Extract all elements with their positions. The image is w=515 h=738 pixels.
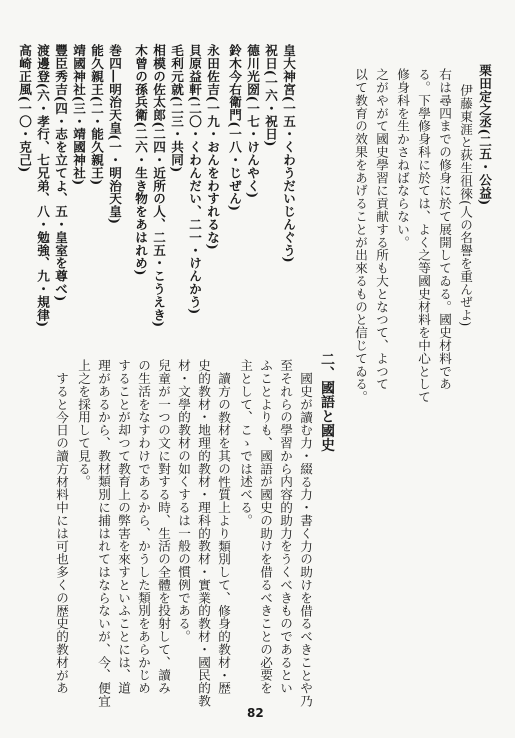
list-item: 皇大神宮(一五・くわうだいじんぐう) bbox=[281, 44, 296, 263]
list-item: 靖國神社(三・靖國神社) bbox=[71, 44, 86, 186]
text-column: 理があるから、教材類別に捕はれてはならないが、今、便宜 bbox=[96, 359, 111, 708]
page-number: 82 bbox=[247, 706, 264, 720]
list-item: 豐臣秀吉(四・志を立てよ、五・皇室を尊べ) bbox=[53, 44, 68, 302]
text-column: 至それらの學習から内容的助力をうくべきものであるとい bbox=[278, 359, 293, 695]
text-column: 國史が讀む力・綴る力・書く力の助けを借るべきことや乃 bbox=[298, 372, 313, 708]
section-heading: 二、國語と國史 bbox=[319, 352, 335, 453]
text-column: ふことよりも、國語が國史の助けを借るべきことの必要を bbox=[258, 359, 273, 695]
text-column: 史的教材・地理的教材・理科的教材・實業的教材・國民的教 bbox=[196, 359, 211, 708]
list-item: 永田佐吉(一九・おんをわすれるな) bbox=[205, 44, 220, 251]
list-item: 能久親王(二・能久親王) bbox=[89, 44, 104, 186]
list-item: 德川光圀(一七・けんやく) bbox=[245, 44, 260, 199]
text-column: の生活をなすわけであるから、かうした類別をあらかじめ bbox=[136, 359, 151, 695]
item-heading: 栗田定之丞(二五・公益) bbox=[477, 64, 492, 206]
list-item: 渡邊登(六・孝行、七兄弟、八・勉強、九・規律) bbox=[35, 44, 50, 328]
volume-heading: 巻四―明治天皇(一・明治天皇) bbox=[107, 44, 122, 225]
text-column: 以て教育の效果をあげることが出來るものと信じてゐる。 bbox=[353, 68, 368, 404]
text-column: することが却つて教育上の弊害を來すといふことには、道 bbox=[116, 359, 131, 695]
text-column: 右は尋四までの修身に於て展開してゐる。國史材料であ bbox=[437, 68, 452, 391]
item-heading: 伊藤東涯と荻生徂徠(人の名譽を重んぜよ) bbox=[458, 84, 473, 327]
text-column: 之がやがて國史學習に貢献する所も大となつて、よつて bbox=[374, 68, 389, 391]
text-column: 上之を採用して見る。 bbox=[76, 359, 91, 488]
list-item: 木曾の孫兵衛(二六・生き物をあはれめ) bbox=[133, 44, 148, 276]
list-item: 相模の佐太郎(二四・近所の人、二五・こうえき) bbox=[151, 44, 166, 328]
text-column: 材・文學的教材の如くするは一般の慣例である。 bbox=[176, 359, 191, 643]
text-column: すると今日の讀方材料中には可也多くの歴史的教材があ bbox=[54, 372, 69, 695]
text-column: 主として、こゝでは述べる。 bbox=[238, 359, 253, 527]
text-column: 讀方の教材を其の性質上より類別して、修身的教材・歴 bbox=[216, 372, 231, 695]
list-item: 鈴木今右衛門(一八・じぜん) bbox=[227, 44, 242, 212]
list-item: 高崎正風(一〇・克己) bbox=[17, 44, 32, 173]
text-column: る。下學修身科に於ては、よく之等國史材料を中心として bbox=[416, 68, 431, 404]
text-column: 兒童が一つの文に對する時、生活の全體を投射して、讀み bbox=[156, 359, 171, 695]
list-item: 毛利元就(二三・共同) bbox=[169, 44, 184, 173]
list-item: 祝日(一六・祝日) bbox=[263, 44, 278, 147]
list-item: 貝原益軒(二〇・くわんだい、二一・けんかう) bbox=[187, 44, 202, 315]
text-column: 修身科を生かさねばならない。 bbox=[395, 68, 410, 249]
